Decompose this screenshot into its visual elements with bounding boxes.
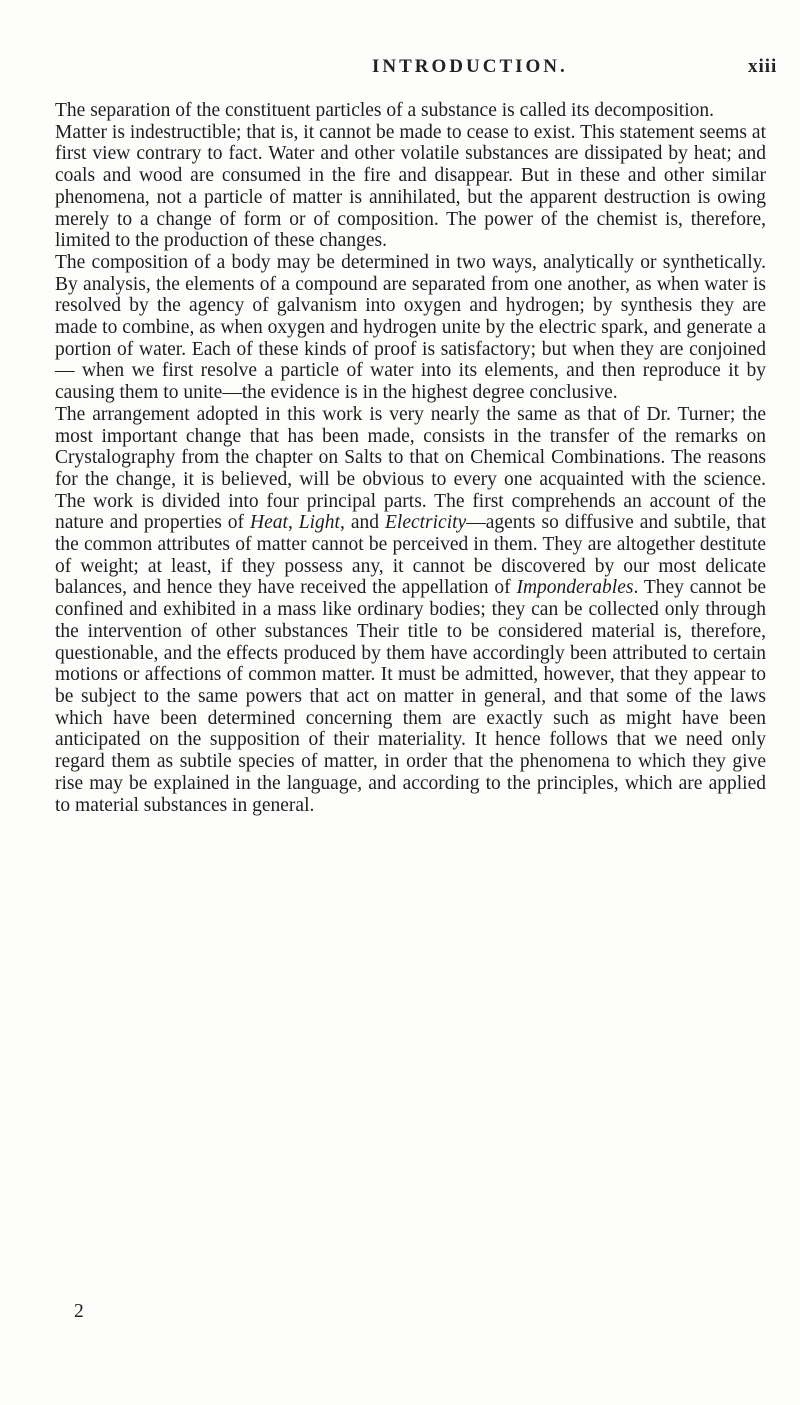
arrangement-text-2: —agents so diffusive and subtile, that the common attributes of matter cannot be perceived in them. They are altogether destitute of weight; at least, if they possess any, it cannot be discovered by our most delicate balances, and hence they have received the appellation of [55, 512, 767, 599]
running-header [372, 56, 778, 78]
arrangement-text-1: The arrangement adopted in this work is very nearly the same as that of Dr. Turner; the most important change that has been made, consists in the transfer of the remarks on Crystalography from the chapter on Salts to that on Chemical Combinations. The reasons for the change, it is believed, will be obvious to every one acquainted with the science. The work is divided into four principal parts. The first comprehends an account of the nature and properties of [55, 403, 766, 534]
paragraph-composition: The composition of a body may be determined in two ways, analytically or synthetically. By analysis, the elements of a compound are separated from one another, as when water is resolved by the agency of galvanism into oxygen and hydrogen; by synthesis they are made to combine, as when oxygen and hydrogen unite by the electric spark, and generate a portion of water. Each of these kinds of proof is satisfactory; but when they are conjoined — when we first resolve a particle of water into its elements, and then reproduce it by causing them to unite—the evidence is in the highest degree conclusive. [55, 251, 766, 404]
term-heat: Heat [250, 512, 288, 534]
running-title: INTRODUCTION. [372, 56, 568, 77]
term-imponderables: Imponderables [516, 577, 634, 599]
arrangement-text-3: . They cannot be confined and exhibited in a mass like ordinary bodies; they can be collected only through the intervention of other substances Their title to be considered material is, therefore, questionable, and the effects produced by them have accordingly been attributed to certain motions or affections of common matter. It must be admitted, however, that they appear to be subject to the same powers that act on matter in general, and that some of the laws which have been determined concerning them are exactly such as might have been anticipated on the supposition of their materiality. It hence follows that we need only regard them as subtile species of matter, in order that the phenomena to which they give rise may be explained in the language, and according to the principles, which are applied to material substances in general. [55, 577, 766, 816]
page-number: xiii [748, 56, 778, 77]
paragraph-indestructible: Matter is indestructible; that is, it cannot be made to cease to exist. This statement seems at first view contrary to fact. Water and other volatile substances are dissipated by heat; and coals and wood are consumed in the fire and disappear. But in these and other similar phenomena, not a particle of matter is annihilated, but the apparent destruction is owing merely to a change of form or of composition. The power of the chemist is, therefore, limited to the production of these changes. [55, 121, 766, 252]
separator-1: , [287, 512, 299, 534]
body-text [55, 100, 766, 816]
paragraph-decomposition: The separation of the constituent particles of a substance is called its decomposition. [55, 100, 715, 121]
paragraph-arrangement [55, 404, 766, 816]
separator-2: , and [339, 512, 385, 534]
term-electricity: Electricity [384, 512, 467, 534]
signature-mark: 2 [74, 1301, 84, 1322]
term-light: Light [298, 512, 340, 534]
